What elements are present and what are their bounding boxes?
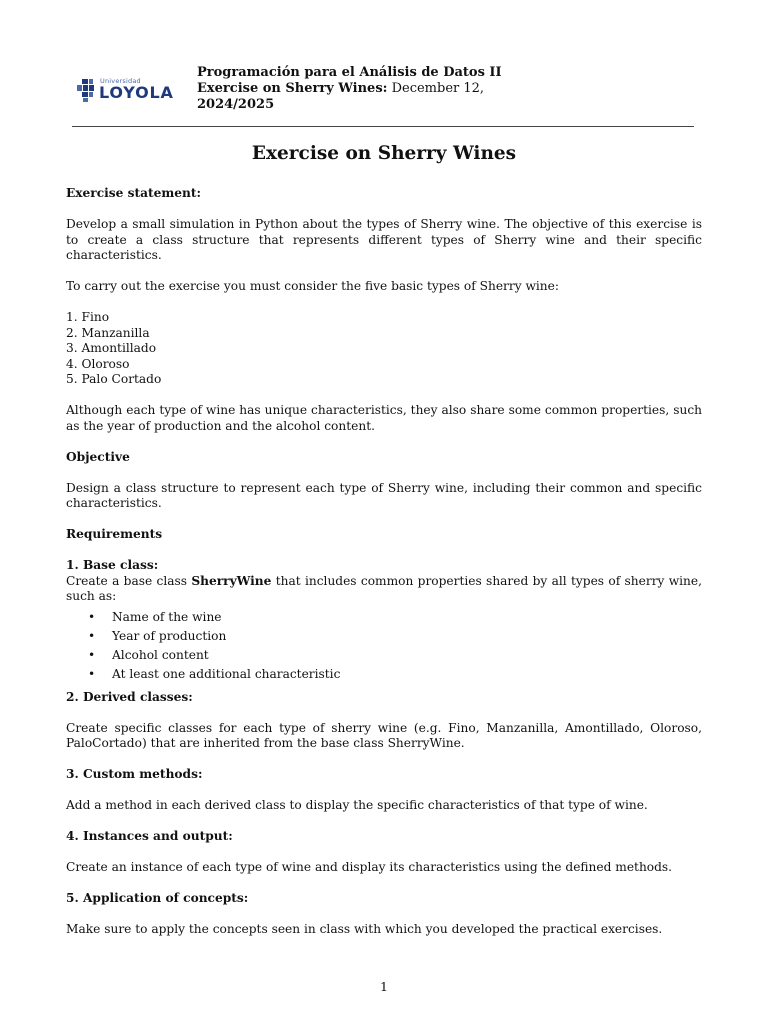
- page-title: Exercise on Sherry Wines: [251, 143, 517, 164]
- list-item: 4. Oloroso: [66, 356, 130, 371]
- application-heading: 5. Application of concepts:: [66, 891, 249, 905]
- bullet-icon: •: [88, 647, 96, 662]
- list-item: [66, 665, 702, 684]
- header-text: [197, 65, 502, 113]
- base-class-heading: 1. Base class:: [66, 558, 159, 572]
- requirements-heading: Requirements: [66, 527, 163, 541]
- bullet-icon: •: [88, 666, 96, 681]
- bullet-icon: •: [88, 609, 96, 624]
- list-item: [66, 627, 702, 646]
- header-divider: [72, 126, 694, 127]
- statement-heading: Exercise statement:: [66, 186, 202, 200]
- application-paragraph: Make sure to apply the concepts seen in class with which you developed the practical exercises.: [66, 922, 663, 936]
- base-class-name: SherryWine: [191, 573, 272, 588]
- academic-year: 2024/2025: [197, 97, 275, 112]
- document-body: [66, 186, 702, 938]
- list-item-text: Year of production: [112, 628, 227, 643]
- instances-heading: 4. Instances and output:: [66, 829, 233, 843]
- list-item: [66, 646, 702, 665]
- logo-subtitle: Universidad: [100, 77, 141, 85]
- list-item: 3. Amontillado: [66, 341, 157, 355]
- bullet-icon: •: [88, 628, 96, 643]
- derived-classes-heading: 2. Derived classes:: [66, 689, 193, 704]
- exercise-line: [197, 81, 502, 97]
- base-class-paragraph: [66, 574, 702, 605]
- base-class-text-after: that includes common properties shared by all types of sherry wine, such as:: [66, 573, 702, 603]
- consider-paragraph: To carry out the exercise you must consider the five basic types of Sherry wine:: [66, 279, 559, 293]
- page-number: 1: [380, 979, 388, 994]
- exercise-date: December 12,: [391, 81, 485, 96]
- list-item: 2. Manzanilla: [66, 325, 150, 340]
- derived-classes-paragraph: Create specific classes for each type of sherry wine (e.g. Fino, Manzanilla, Amontillado, Oloroso, PaloCortado) that are inherited from the base class SherryWine.: [66, 720, 702, 750]
- wine-types-list: [66, 310, 702, 388]
- course-title: Programación para el Análisis de Datos II: [197, 65, 502, 80]
- objective-heading: Objective: [66, 449, 130, 464]
- statement-paragraph: Develop a small simulation in Python about the types of Sherry wine. The objective of this exercise is to create a class structure that represents different types of Sherry wine and their specific characteristics.: [66, 217, 702, 262]
- common-properties-paragraph: Although each type of wine has unique characteristics, they also share some common properties, such as the year of production and the alcohol content.: [66, 403, 702, 433]
- list-item-text: Alcohol content: [112, 647, 209, 662]
- logo-wordmark: LOYOLA: [99, 83, 174, 102]
- custom-methods-heading: 3. Custom methods:: [66, 767, 203, 781]
- exercise-name: Exercise on Sherry Wines:: [197, 81, 388, 96]
- custom-methods-paragraph: Add a method in each derived class to display the specific characteristics of that type of wine.: [66, 798, 648, 812]
- loyola-cross-logo-icon: [75, 76, 97, 106]
- list-item-text: At least one additional characteristic: [112, 666, 341, 681]
- objective-paragraph: Design a class structure to represent each type of Sherry wine, including their common and specific characteristics.: [66, 480, 702, 510]
- list-item-text: Name of the wine: [112, 609, 222, 624]
- base-class-properties-list: [66, 608, 702, 684]
- base-class-text-before: Create a base class: [66, 573, 192, 588]
- university-logo: [75, 76, 174, 106]
- instances-paragraph: Create an instance of each type of wine and display its characteristics using the defined methods.: [66, 860, 673, 874]
- list-item: 1. Fino: [66, 310, 110, 324]
- list-item: 5. Palo Cortado: [66, 372, 162, 386]
- list-item: [66, 608, 702, 627]
- document-header: [72, 64, 696, 126]
